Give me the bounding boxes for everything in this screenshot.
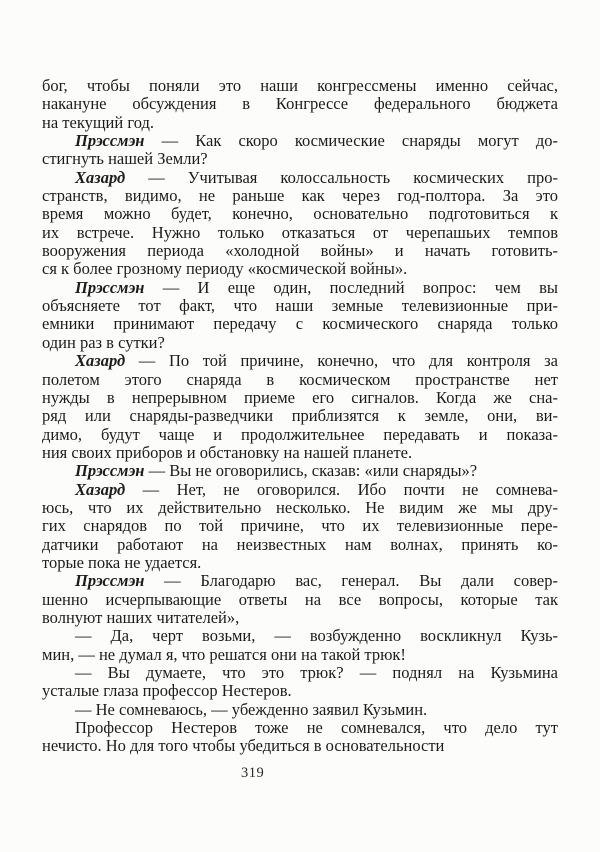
paragraph	[42, 701, 558, 719]
speaker-name: Прэссмэн	[75, 571, 145, 591]
text-line: емники принимают передачу с космического снаряда только	[42, 314, 558, 334]
text-line: димо, будут чаще и продолжительнее передавать и показа-	[42, 424, 558, 444]
speaker-name: Хазард	[75, 479, 126, 499]
speaker-name: Прэссмэн	[75, 461, 145, 481]
text-line: нечисто. Но для того чтобы убедиться в основательности	[42, 736, 445, 756]
paragraph	[42, 627, 558, 664]
text-line: один раз в сутки?	[42, 332, 165, 352]
paragraph	[42, 462, 558, 480]
text-line: Прэссмэн — Вы не оговорились, сказав: «или снаряды»?	[75, 461, 478, 481]
text-line: Прэссмэн — И еще один, последний вопрос: чем вы	[75, 277, 558, 297]
text-line: мин, — не думал я, что решатся они на такой трюк!	[42, 644, 406, 664]
text-line: объясняете тот факт, что наши земные телевизионные при-	[42, 296, 558, 316]
paragraph	[42, 132, 558, 169]
text-line: — Вы думаете, что это трюк? — поднял на Кузьмина	[75, 663, 558, 682]
speaker-name: Прэссмэн	[75, 131, 145, 151]
speaker-name: Прэссмэн	[75, 277, 145, 297]
text-line: торые пока не удается.	[42, 552, 202, 572]
paragraph	[42, 719, 558, 756]
paragraph	[42, 481, 558, 573]
paragraph	[42, 169, 558, 279]
text-line: накануне обсуждения в Конгрессе федерального бюджета	[42, 94, 558, 114]
text-line: датчики работают на неизвестных нам волнах, принять ко-	[42, 534, 558, 554]
text-line: странств, видимо, не раньше как через год-полтора. За это	[42, 186, 558, 206]
text-line: Хазард — Нет, не оговорился. Ибо почти не сомнева-	[75, 479, 558, 499]
text-line: — Да, черт возьми, — возбужденно воскликнул Кузь-	[75, 626, 558, 646]
speaker-name: Хазард	[75, 351, 126, 371]
text-line: волнуют наших читателей»,	[42, 607, 240, 627]
page-number: 319	[241, 765, 265, 781]
text-line: юсь, что их действительно несколько. Не видим же мы дру-	[42, 497, 558, 517]
text-line: Хазард — По той причине, конечно, что для контроля за	[75, 351, 558, 371]
text-line: вооружения периода «холодной войны» и начать готовить-	[42, 241, 558, 261]
text-line: ряд или снаряды-разведчики приблизятся к земле, они, ви-	[42, 406, 558, 426]
text-line: шенно исчерпывающие ответы на все вопросы, которые так	[42, 589, 558, 609]
text-line: Хазард — Учитывая колоссальность космических про-	[75, 167, 558, 187]
text-line: ся к более грозному периоду «космической войны».	[42, 259, 408, 279]
paragraph	[42, 352, 558, 462]
text-block	[42, 77, 558, 756]
text-line: время можно будет, конечно, основательно подготовиться к	[42, 204, 558, 224]
paragraph	[42, 664, 558, 701]
text-line: их встрече. Нужно только отказаться от черепашьих темпов	[42, 222, 558, 242]
paragraph	[42, 77, 558, 132]
text-line: стигнуть нашей Земли?	[42, 149, 208, 169]
text-line: усталые глаза профессор Нестеров.	[42, 681, 292, 701]
paragraph	[42, 572, 558, 627]
text-line: бог, чтобы поняли это наши конгрессмены именно сейчас,	[42, 76, 558, 95]
text-line: на текущий год.	[42, 112, 154, 132]
text-line: Прэссмэн — Благодарю вас, генерал. Вы дали совер-	[75, 571, 558, 591]
text-line: ния своих приборов и обстановку на нашей планете.	[42, 442, 413, 462]
text-line: Профессор Нестеров тоже не сомневался, что дело тут	[75, 718, 558, 738]
speaker-name: Хазард	[75, 167, 126, 187]
text-line: полетом этого снаряда в космическом пространстве нет	[42, 369, 558, 389]
text-line: — Не сомневаюсь, — убежденно заявил Кузьмин.	[75, 699, 428, 719]
paragraph	[42, 279, 558, 352]
text-line: Прэссмэн — Как скоро космические снаряды могут до-	[75, 131, 558, 151]
text-line: нужды в непрерывном приеме его сигналов. Когда же сна-	[42, 387, 558, 407]
text-line: гих снарядов по той причине, что их телевизионные пере-	[42, 516, 558, 536]
